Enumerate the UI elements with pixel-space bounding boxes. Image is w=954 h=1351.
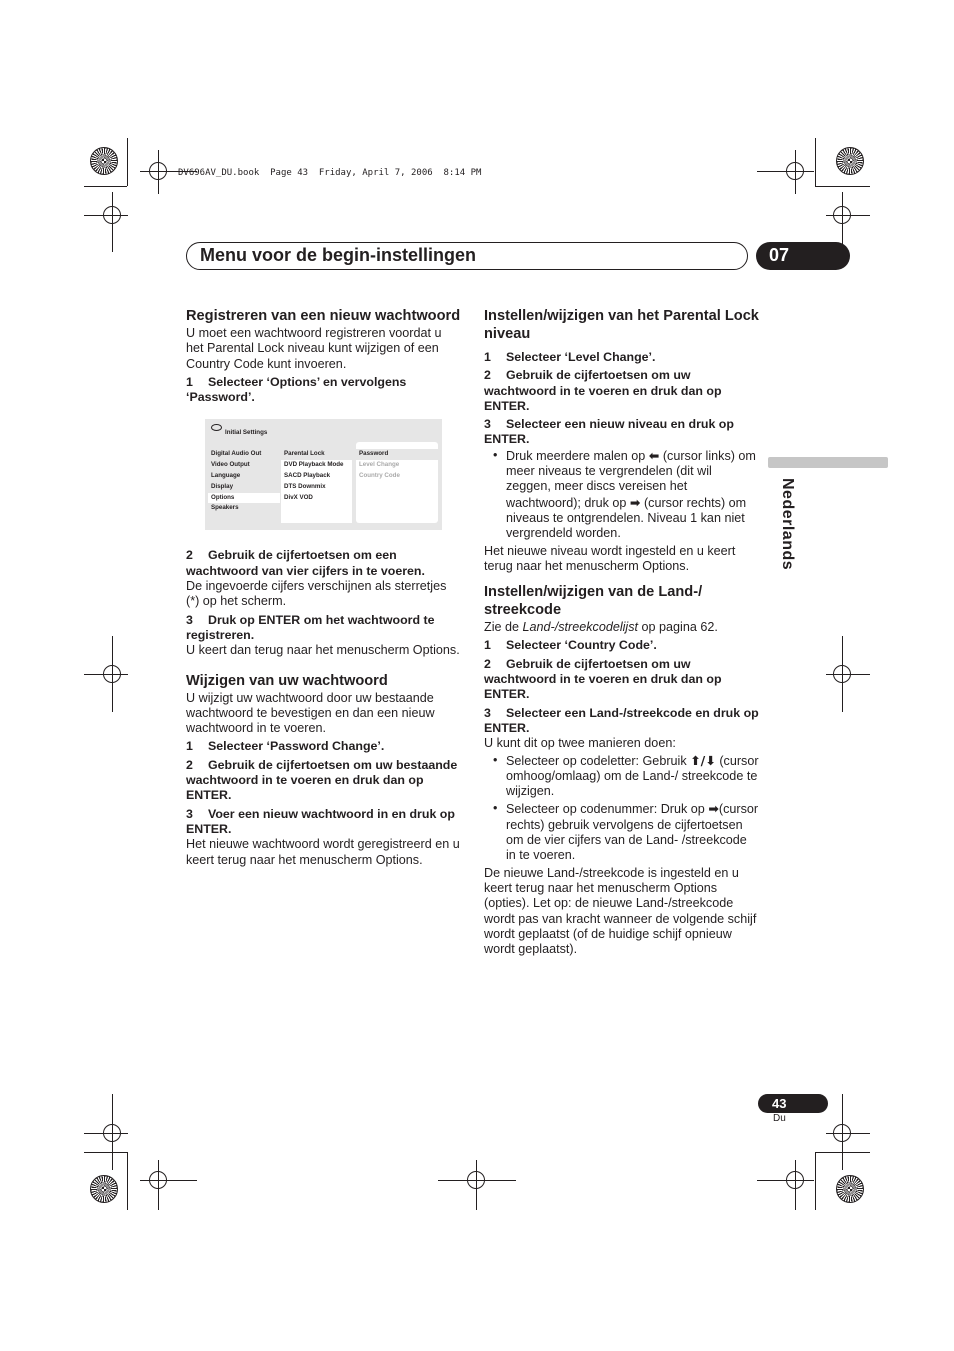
step: 1 Selecteer ‘Options’ en vervolgens ‘Password’. xyxy=(186,374,407,405)
step: 3 Druk op ENTER om het wachtwoord te registreren. xyxy=(186,612,435,642)
screen-submenu-item: SACD Playback xyxy=(284,472,331,480)
settings-screen-illustration xyxy=(205,419,442,530)
page-number: 43 xyxy=(772,1096,787,1111)
step: 1 Selecteer ‘Level Change’. xyxy=(484,350,656,364)
arrow-right-icon: ➡ xyxy=(629,494,641,510)
screen-main-menu xyxy=(208,449,280,514)
screen-menu-item: Digital Audio Out xyxy=(211,450,262,458)
screen-options-menu xyxy=(356,442,438,523)
screen-menu-item: Display xyxy=(211,482,234,490)
screen-submenu-item: DVD Playback Mode xyxy=(284,461,344,469)
section-heading: Instellen/wijzigen van het Parental Lock niveau xyxy=(484,308,759,342)
chapter-header xyxy=(186,242,748,270)
step: 2 Gebruik de cijfertoetsen om uw wachtwoord in te voeren en druk dan op ENTER. xyxy=(484,368,722,413)
screen-menu-item: Speakers xyxy=(211,504,239,512)
page-number-badge xyxy=(758,1094,828,1113)
right-column xyxy=(484,307,760,960)
section-heading: Instellen/wijzigen van de Land-/ streekcode xyxy=(484,584,703,619)
disc-icon xyxy=(211,424,222,431)
paragraph: Het nieuwe wachtwoord wordt geregistreerd en u keert terug naar het menuscherm Options. xyxy=(186,837,460,867)
paragraph: U wijzigt uw wachtwoord door uw bestaande wachtwoord te bevestigen en dan een nieuw wachtwoord in te voeren. xyxy=(186,690,435,736)
section-heading: Wijzigen van uw wachtwoord xyxy=(186,672,388,689)
paragraph: Zie de Land-/streekcodelijst op pagina 62. xyxy=(484,620,718,635)
arrow-up-down-icon: ⬆/⬇ xyxy=(690,752,716,768)
step: 3 Voer een nieuw wachtwoord in en druk op ENTER. xyxy=(186,806,455,836)
step: 3 Selecteer een nieuw niveau en druk op ENTER. xyxy=(484,417,734,447)
paragraph: De ingevoerde cijfers verschijnen als sterretjes (*) op het scherm. xyxy=(186,579,447,609)
screen-submenu-item-selected: Parental Lock xyxy=(281,449,352,460)
registration-starburst xyxy=(836,1175,864,1203)
screen-submenu-item: DTS Downmix xyxy=(284,482,326,490)
paragraph: De nieuwe Land-/streekcode is ingesteld en u keert terug naar het menuscherm Options (opties). Let op: de nieuwe Land-/streekcode wordt pas van kracht wanneer de volgende schijf wordt geplaatst (of de huidige schijf opnieuw wordt geplaatst). xyxy=(484,865,757,957)
step: 1 Selecteer ‘Country Code’. xyxy=(484,638,657,653)
step: 2 Gebruik de cijfertoetsen om uw bestaande wachtwoord in te voeren en druk dan op ENTER. xyxy=(186,757,458,803)
registration-starburst xyxy=(90,147,118,175)
left-column xyxy=(186,307,462,871)
page-title: Menu voor de begin-instellingen xyxy=(200,245,477,265)
step: 2 Gebruik de cijfertoetsen om uw wachtwoord in te voeren en druk dan op ENTER. xyxy=(484,656,722,702)
screen-menu-item: Language xyxy=(211,472,241,480)
step: 3 Selecteer een Land-/streekcode en druk op ENTER. xyxy=(484,705,759,735)
screen-submenu xyxy=(281,449,352,523)
screen-option-disabled: Country Code xyxy=(359,472,400,480)
paragraph: Het nieuwe niveau wordt ingesteld en u keert terug naar het menuscherm Options. xyxy=(484,543,736,573)
screen-title: Initial Settings xyxy=(225,429,268,437)
screen-menu-item: Video Output xyxy=(211,461,250,469)
language-tab xyxy=(768,457,888,468)
file-info: DV696AV_DU.book Page 43 Friday, April 7, 2006 8:14 PM xyxy=(178,168,482,178)
step: 1 Selecteer ‘Password Change’. xyxy=(186,739,385,754)
paragraph: U keert dan terug naar het menuscherm Options. xyxy=(186,643,460,658)
chapter-badge xyxy=(756,242,850,270)
screen-option-disabled: Level Change xyxy=(359,461,400,469)
paragraph: U kunt dit op twee manieren doen: xyxy=(484,736,676,751)
bullet-item: • Selecteer op codeletter: Gebruik ⬆/⬇ (cursor omhoog/omlaag) om de Land-/ streekcode te wijzigen. xyxy=(493,752,759,799)
chapter-number: 07 xyxy=(769,245,790,265)
bullet-item: • Druk meerdere malen op ⬅ (cursor links) om meer niveaus te vergrendelen (dit wil zeggen, meer discs vereisen het wachtwoord); druk op ➡ (cursor rechts) om niveaus te ontgrendelen. Niveau 1 kan niet vergrendeld worden. xyxy=(493,447,756,541)
language-label: Nederlands xyxy=(779,478,796,571)
screen-menu-item-selected: Options xyxy=(208,493,280,504)
paragraph: U moet een wachtwoord registreren voordat u het Parental Lock niveau kunt wijzigen of een Country Code kunt invoeren. xyxy=(186,326,442,371)
registration-starburst xyxy=(836,147,864,175)
section-heading: Registreren van een nieuw wachtwoord xyxy=(186,308,461,324)
page-language: Du xyxy=(773,1113,786,1124)
arrow-right-icon: ➡ xyxy=(708,801,719,817)
screen-submenu-item: DivX VOD xyxy=(284,493,313,501)
step: 2 Gebruik de cijfertoetsen om een wachtwoord van vier cijfers in te voeren. xyxy=(186,548,425,578)
screen-option-selected: Password xyxy=(356,449,438,460)
registration-starburst xyxy=(90,1175,118,1203)
arrow-left-icon: ⬅ xyxy=(648,447,660,463)
bullet-item: • Selecteer op codenummer: Druk op ➡(cursor rechts) gebruik vervolgens de cijfertoetsen om de vier cijfers van de Land- /streekcode in te voeren. xyxy=(493,801,759,863)
